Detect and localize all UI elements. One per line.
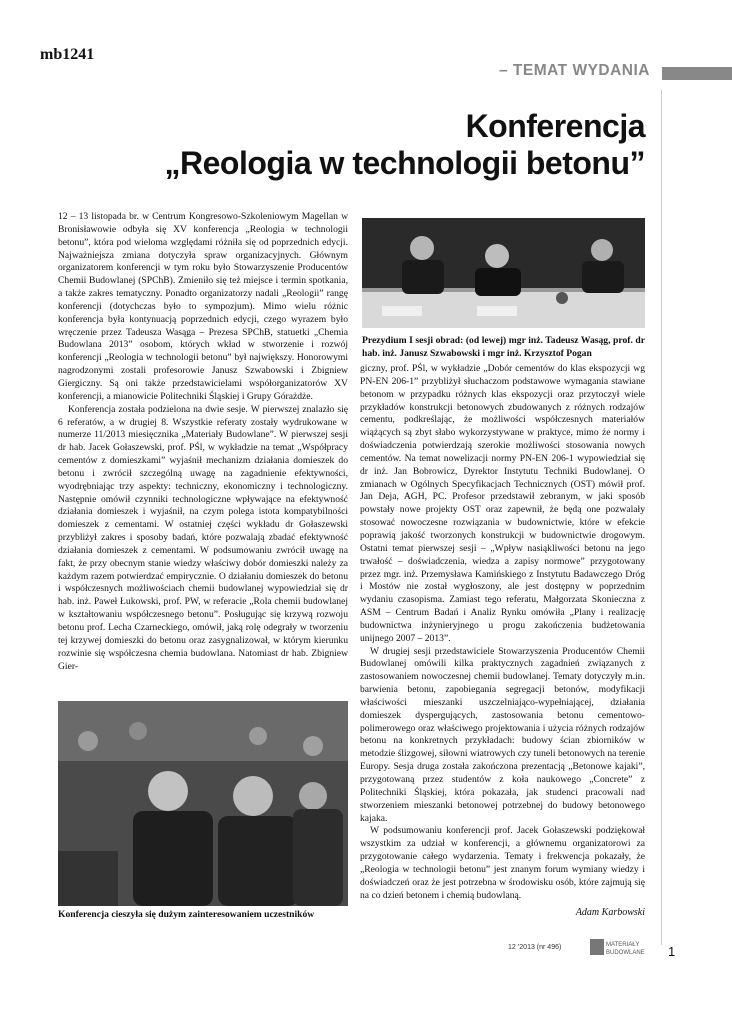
right-column — [360, 363, 645, 902]
paragraph: W drugiej sesji przedstawiciele Stowarzyszenia Producentów Chemii Budowlanej omówili kilka praktycznych zagadnień związanych z zastosowaniem nowoczesnej chemii budowlanej. Tematy dotyczyły m.in. barwienia betonu, zapobiegania segregacji betonów, modyfikacji właściwości mieszanki uszczelniająco-wypełniającej, działania domieszek dyspergujących, zastosowania betonu cementowo-polimerowego oraz właściwego projektowania i użycia różnych rodzajów betonu na konkretnych przykładach: budowy ścian zbiorników w metodzie ślizgowej, siłowni wiatrowych czy tuneli betonowych na terenie Europy. Sesja druga została zakończona prezentacją „Betonowe kajaki”, przygotowaną przez studentów z koła naukowego „Concrete” z Politechniki Śląskiej, która pokazała, jak studenci pracowali nad stworzeniem mieszanki betonowej potrzebnej do budowy betonowego kajaka. — [360, 645, 645, 824]
audience-photo — [58, 701, 348, 906]
paragraph: 12 – 13 listopada br. w Centrum Kongresowo-Szkoleniowym Magellan w Bronisławowie odbyła się XV konferencja „Reologia w technologii betonu”, która pod wieloma względami różniła się od poprzednich edycji. Najważniejsza zmiana dotyczyła spraw organizacyjnych. Głównym organizatorem konferencji w tym roku było Stowarzyszenie Producentów Chemii Budowlanej (SPChB). Zmieniło się też miejsce i termin spotkania, a także zakres tematyczny. Ponadto organizatorzy nadali „Reologii” rangę konferencji (dotychczas było to sympozjum). Mimo wielu różnic konferencja była kontynuacją poprzednich edycji, czego wyrazem było wręczenie przez Tadeusza Wasąga – Prezesa SPChB, statuetki „Chemia Budowlana 2013” osobom, których wkład w stworzenie i rozwój konferencji „Reologia w technologii betonu” był największy. Honorowymi nagrodzonymi zostali profesorowie Janusz Szwabowski i Zbigniew Giergiczny. Są oni także przedstawicielami współorganizatorów XV konferencji, a mianowicie Politechniki Śląskiej i Grupy Górażdże. — [58, 211, 348, 402]
journal-logo — [590, 938, 662, 956]
presidium-photo — [362, 218, 645, 328]
section-label: – TEMAT WYDANIA — [498, 62, 650, 79]
svg-text:BUDOWLANE: BUDOWLANE — [606, 950, 645, 956]
paragraph: Konferencja została podzielona na dwie sesje. W pierwszej znalazło się 6 referatów, a w drugiej 8. Wszystkie referaty zostały wydrukowane w numerze 11/2013 miesięcznika „Materiały Budowlane”. W pierwszej sesji dr hab. Jacek Gołaszewski, prof. PŚl, w wykładzie na temat „Współpracy cementów z domieszkami” wyjaśnił mechanizm działania domieszek do betonu i zwrócił szczególną uwagę na zagadnienie efektywności, wyodrębniając trzy aspekty: techniczny, ekonomiczny i technologiczny. Następnie omówił czynniki technologiczne wpływające na efektywność działania domieszek i wyjaśnił, na czym polega istota kompatybilności domieszek z cementami. W ostatniej części wykładu dr Gołaszewski przybliżył zakres i sposoby badań, które pozwalają zbadać efektywność działania domieszek z cementami. W podsumowaniu zwrócił uwagę na fakt, że przy obecnym stanie wiedzy właściwy dobór domieszki należy za każdym razem potwierdzać empirycznie. O działaniu domieszek do betonu i współczesnych możliwościach chemii budowlanej wypowiedział się dr hab. inż. Paweł Łukowski, prof. PW, w referacie „Rola chemii budowlanej w kształtowaniu współczesnego betonu”. Posługując się krzywą rozwoju betonu prof. Lecha Czarneckiego, omówił, jaką rolę odegrały w tworzeniu tej krzywej domieszki do betonu oraz zasygnalizował, w którym kierunku rozwinie się współczesna chemia budowlana. Natomiast dr hab. Zbigniew Gier- — [58, 403, 348, 672]
photo1-caption: Prezydium I sesji obrad: (od lewej) mgr inż. Tadeusz Wasąg, prof. dr hab. inż. Janusz Szwabowski i mgr inż. Krzysztof Pogan — [362, 335, 645, 359]
issue-number: 12 ’2013 (nr 496) — [508, 944, 562, 951]
article-title-line2: „Reologia w technologii betonu” — [164, 145, 645, 181]
paragraph: W podsumowaniu konferencji prof. Jacek Gołaszewski podziękował wszystkim za udział w konferencji, a głównemu organizatorowi za przygotowanie całego wydarzenia. Tematy i frekwencja pokazały, że „Reologia w technologii betonu” jest znanym forum wymiany wiedzy i doświadczeń oraz że jest potrzebna w środowisku osób, które zajmują się na co dzień betonem i chemią budowlaną. — [360, 825, 645, 901]
author-signature: Adam Karbowski — [575, 907, 645, 918]
page-number: 1 — [668, 944, 676, 959]
photo2-caption: Konferencja cieszyła się dużym zainteresowaniem uczestników — [58, 909, 315, 920]
left-column — [58, 211, 348, 673]
paragraph: giczny, prof. PŚl, w wykładzie „Dobór cementów do klas ekspozycji wg PN-EN 206-1” przybliżył słuchaczom podstawowe wymagania stawiane betonom w przypadku różnych klas ekspozycji oraz przytoczył wiele przykładów konstrukcji betonowych zbudowanych z różnych rodzajów cementu, podkreślając, że możliwości współczesnych materiałów wiążących są zbyt słabo wykorzystywane w praktyce, mimo że normy i doświadczenia potwierdzają szerokie możliwości stosowania nowych cementów. Na temat nowelizacji normy PN-EN 206-1 wypowiedział się dr inż. Jan Bobrowicz, Dyrektor Instytutu Techniki Budowlanej. O zmianach w Ogólnych Specyfikacjach Technicznych (OST) mówił prof. Jan Deja, AGH, PC. Profesor przedstawił zebranym, w jaki sposób powstały nowe projekty OST oraz zapewnił, że będą one pozwalały stosować nowoczesne rozwiązania w budownictwie, które w efekcie poprawią jakość tworzonych konstrukcji w budownictwie drogowym. Ostatni temat pierwszej sesji – „Wpływ nasiąkliwości betonu na jego trwałość – doświadczenia, wiedza a zapisy normowe” przygotowany przez mgr. inż. Przemysława Kamińskiego z Instytutu Badawczego Dróg i Mostów nie został wygłoszony, ale jest dostępny w poprzednim wydaniu czasopisma. Zamiast tego referatu, Małgorzata Skonieczna z ASM – Centrum Badań i Analiz Rynku omówiła „Plany i realizację budownictwa inżynieryjnego u progu zakończenia budżetowania unijnego 2007 – 2013”. — [360, 363, 645, 644]
journal-code: mb1241 — [40, 46, 95, 63]
margin-rule — [661, 90, 662, 945]
section-bar — [662, 67, 732, 80]
article-title-line1: Konferencja — [465, 108, 645, 144]
svg-text:MATERIAŁY: MATERIAŁY — [606, 942, 640, 948]
